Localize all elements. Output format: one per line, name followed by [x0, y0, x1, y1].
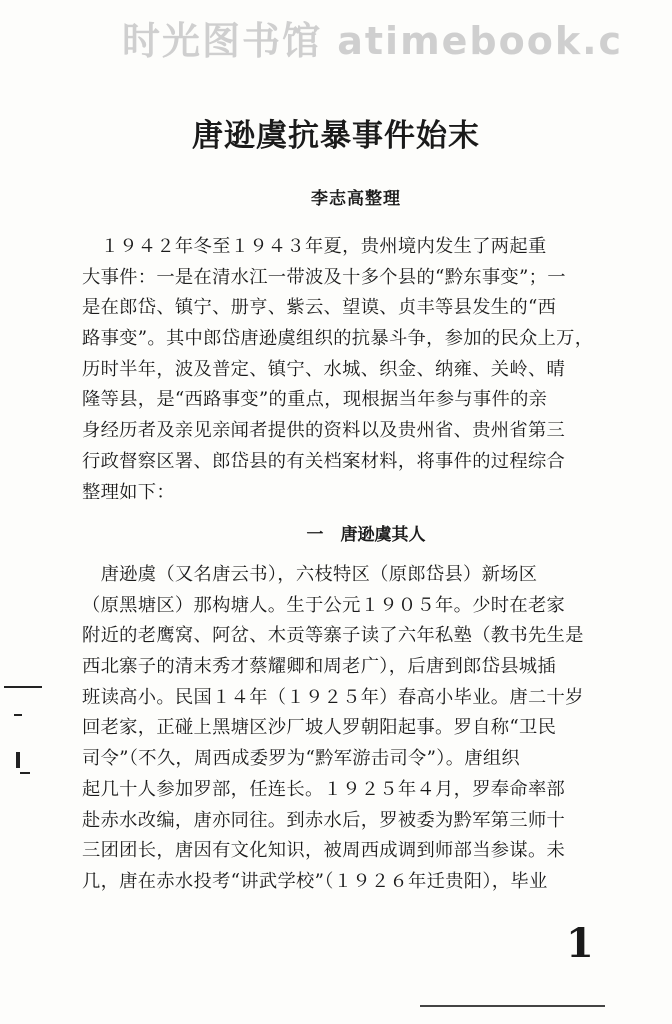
text-line: 整理如下：: [82, 481, 175, 503]
scan-mark: [16, 752, 20, 768]
bottom-rule: [420, 1005, 605, 1007]
text-line: 司令”（不久，周西成委罗为“黔军游击司令”）。唐组织: [82, 748, 521, 770]
author-line: 李志高整理: [311, 189, 401, 209]
text-line: 行政督察区署、郎岱县的有关档案材料，将事件的过程综合: [82, 450, 566, 472]
scan-mark: [14, 714, 22, 716]
text-line: 历时半年，波及普定、镇宁、水城、织金、纳雍、关岭、晴: [82, 358, 566, 380]
scan-mark: [20, 772, 30, 774]
scan-mark: [4, 686, 42, 688]
text-line: 西北寨子的清末秀才蔡耀卿和周老广），后唐到郎岱县城插: [82, 656, 556, 678]
text-line: １９４２年冬至１９４３年夏，贵州境内发生了两起重: [82, 236, 547, 257]
text-line: 回老家，正碰上黑塘区沙厂坡人罗朝阳起事。罗自称“卫民: [82, 717, 557, 739]
paragraph-intro: [82, 232, 607, 508]
text-line: 赴赤水改编，唐亦同往。到赤水后，罗被委为黔军第三师十: [82, 809, 566, 831]
text-line: （原黑塘区）那构塘人。生于公元１９０５年。少时在老家: [82, 594, 566, 616]
text-line: 起几十人参加罗部，任连长。１９２５年４月，罗奉命率部: [82, 778, 566, 800]
paragraph-biography: [82, 560, 607, 898]
watermark: 时光图书馆 atimebook.c: [122, 19, 624, 63]
text-line: 是在郎岱、镇宁、册亨、紫云、望谟、贞丰等县发生的“西: [82, 297, 557, 319]
text-line: 路事变”。其中郎岱唐逊虞组织的抗暴斗争，参加的民众上万，: [82, 328, 594, 350]
article-title: 唐逊虞抗暴事件始末: [192, 118, 480, 154]
page-number: 1: [566, 920, 594, 967]
text-line: 三团团长，唐因有文化知识，被周西成调到师部当参谋。未: [82, 840, 566, 862]
text-line: 唐逊虞（又名唐云书），六枝特区（原郎岱县）新场区: [82, 564, 538, 585]
text-line: 附近的老鹰窝、阿岔、木贡等寨子读了六年私塾（教书先生是: [82, 625, 584, 647]
text-line: 大事件：一是在清水江一带波及十多个县的“黔东事变”；一: [82, 266, 566, 288]
text-line: 几，唐在赤水投考“讲武学校”（１９２６年迁贵阳），毕业: [82, 870, 548, 892]
text-line: 隆等县，是“西路事变”的重点，现根据当年参与事件的亲: [82, 389, 548, 411]
text-line: 身经历者及亲见亲闻者提供的资料以及贵州省、贵州省第三: [82, 420, 566, 442]
text-line: 班读高小。民国１４年（１９２５年）春高小毕业。唐二十岁: [82, 686, 584, 708]
section-heading: 一 唐逊虞其人: [306, 525, 426, 545]
